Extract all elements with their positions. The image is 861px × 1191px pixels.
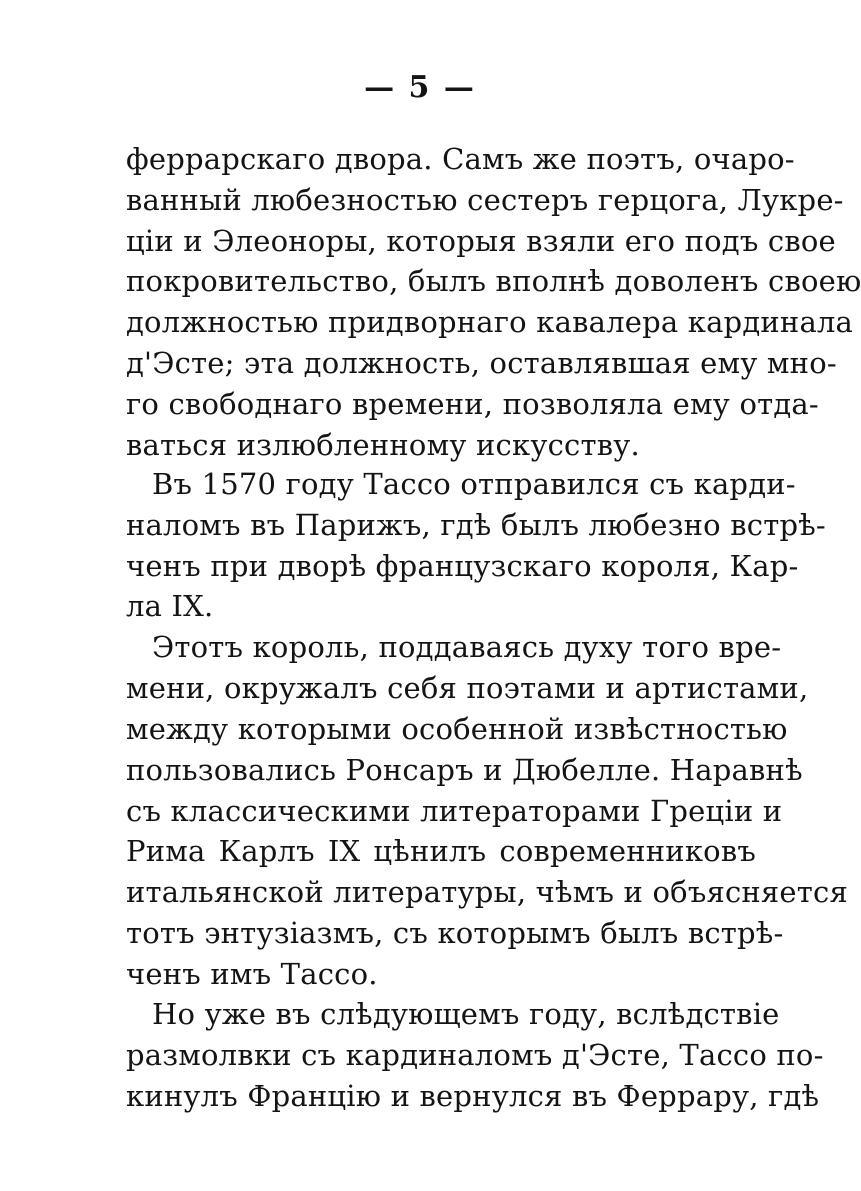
- text-line: ціи и Элеоноры, которыя взяли его подъ свое: [126, 224, 836, 258]
- paragraph-first-line: Въ 1570 году Тассо отправился съ карди-: [152, 467, 796, 501]
- text-line: ченъ имъ Тассо.: [126, 957, 378, 991]
- text-line: должностью придворнаго кавалера кардинала: [126, 305, 854, 339]
- text-line: размолвки съ кардиналомъ д'Эсте, Тассо по-: [126, 1038, 824, 1072]
- text-line: феррарскаго двора. Самъ же поэтъ, очаро-: [126, 142, 795, 176]
- text-line: тотъ энтузіазмъ, съ которымъ былъ встрѣ-: [126, 916, 784, 950]
- paragraph-first-line: Но уже въ слѣдующемъ году, вслѣдствіе: [152, 997, 780, 1031]
- text-line: ваться излюбленному искусству.: [126, 428, 640, 462]
- text-line: пользовались Ронсаръ и Дюбелле. Наравнѣ: [126, 753, 803, 787]
- text-line: ла IX.: [126, 589, 214, 623]
- text-line: покровительство, былъ вполнѣ доволенъ своею: [126, 264, 861, 298]
- text-line: мени, окружалъ себя поэтами и артистами,: [126, 671, 809, 705]
- text-line: кинулъ Францію и вернулся въ Феррару, гдѣ: [126, 1079, 820, 1113]
- text-line: съ классическими литераторами Греціи и: [126, 794, 783, 828]
- text-line: между которыми особенной извѣстностью: [126, 712, 788, 746]
- paragraph-first-line: Этотъ король, поддаваясь духу того вре-: [152, 630, 782, 664]
- text-line: го свободнаго времени, позволяла ему отда-: [126, 387, 819, 421]
- text-line: д'Эсте; эта должность, оставлявшая ему мно-: [126, 346, 837, 380]
- text-line: ванный любезностью сестеръ герцога, Лукре-: [126, 183, 844, 217]
- text-line: Рима Карлъ IX цѣнилъ современниковъ: [126, 834, 756, 868]
- text-line: ченъ при дворѣ французскаго короля, Кар-: [126, 549, 799, 583]
- text-line: наломъ въ Парижъ, гдѣ былъ любезно встрѣ-: [126, 508, 826, 542]
- text-line: итальянской литературы, чѣмъ и объясняется: [126, 875, 848, 909]
- page-number: — 5 —: [364, 70, 476, 105]
